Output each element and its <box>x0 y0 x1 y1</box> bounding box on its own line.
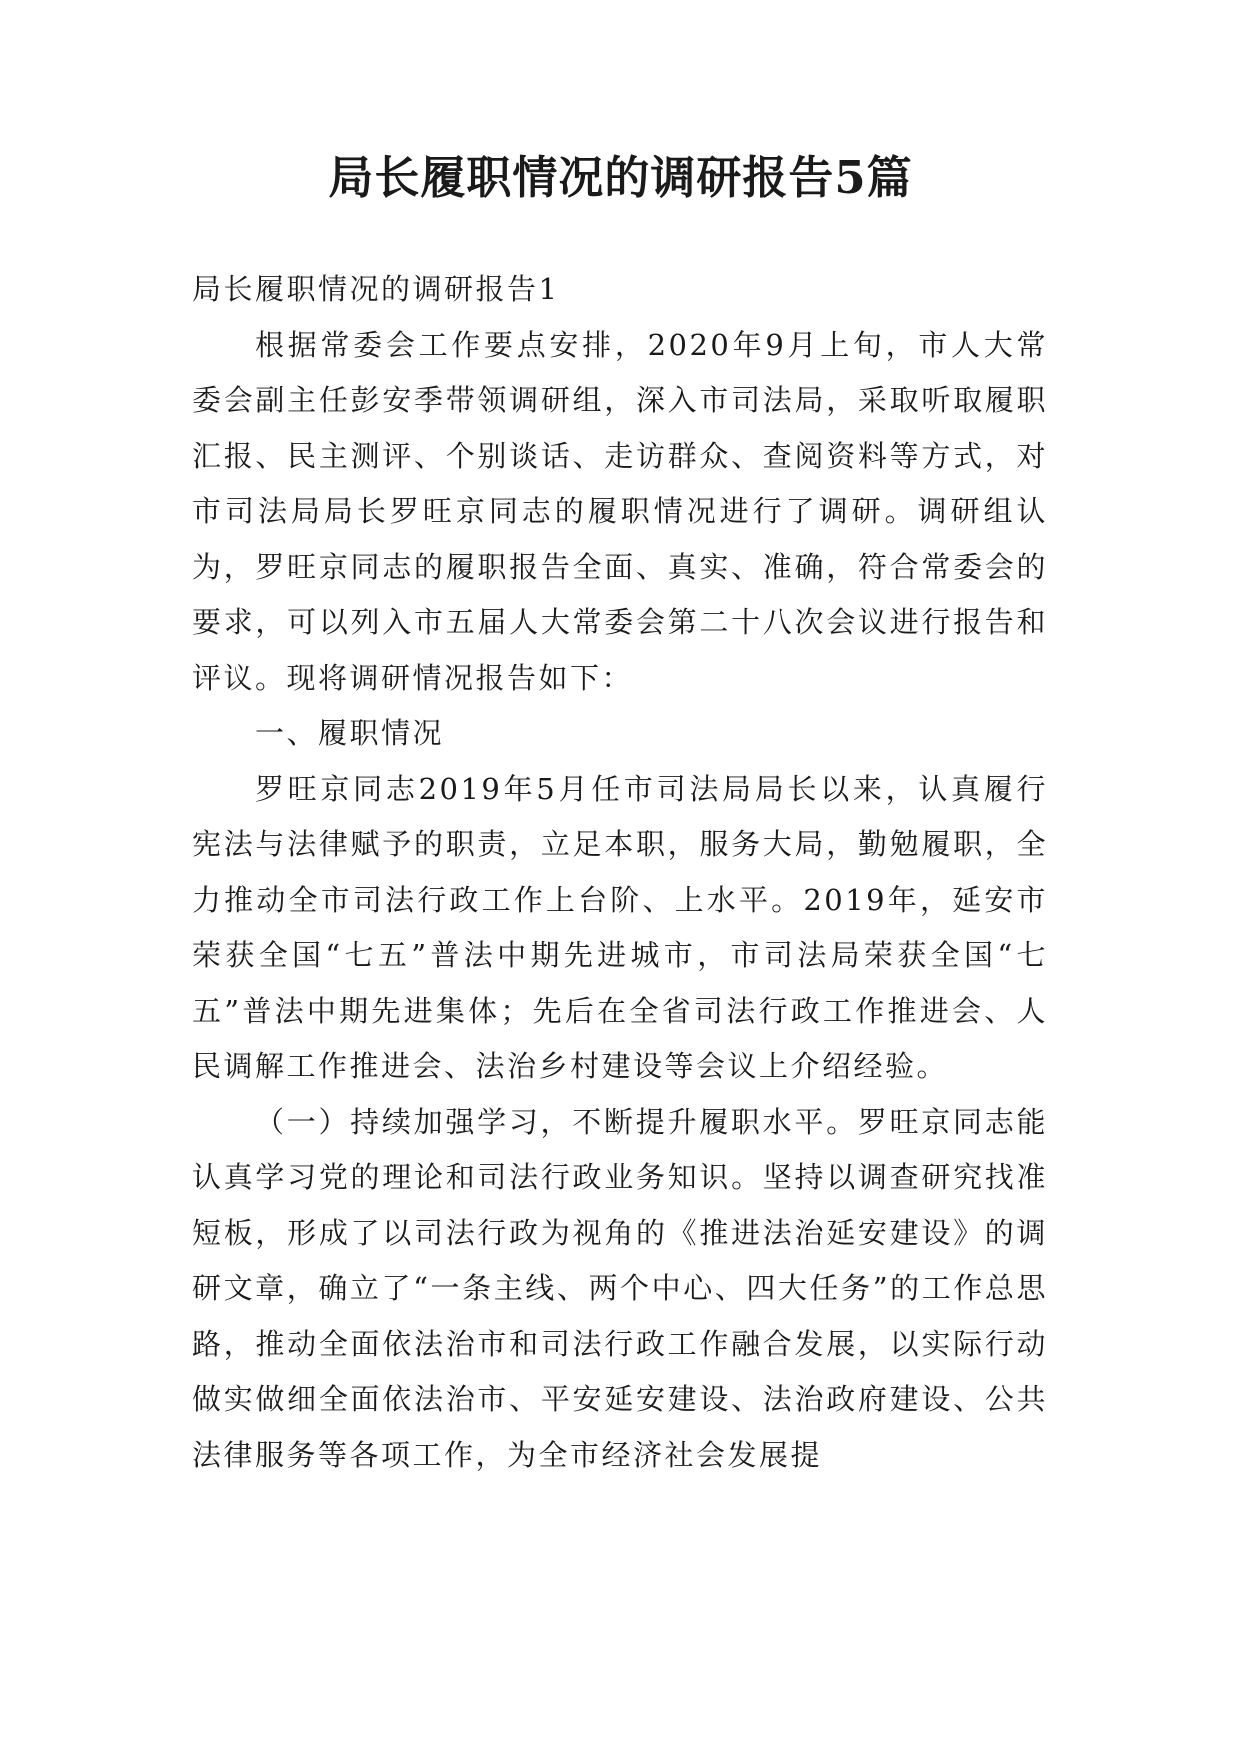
report-subtitle: 局长履职情况的调研报告1 <box>192 272 560 306</box>
document-body <box>192 262 1048 1483</box>
paragraph-study: （一）持续加强学习，不断提升履职水平。罗旺京同志能认真学习党的理论和司法行政业务知识。坚持以调查研究找准短板，形成了以司法行政为视角的《推进法治延安建设》的调研文章，确立了“一条主线、两个中心、四大任务”的工作总思路，推动全面依法治市和司法行政工作融合发展，以实际行动做实做细全面依法治市、平安延安建设、法治政府建设、公共法律服务等各项工作，为全市经济社会发展提 <box>192 1104 1048 1472</box>
paragraph-performance: 罗旺京同志2019年5月任市司法局局长以来，认真履行宪法与法律赋予的职责，立足本职，服务大局，勤勉履职，全力推动全市司法行政工作上台阶、上水平。2019年，延安市荣获全国“七五”普法中期先进城市，市司法局荣获全国“七五”普法中期先进集体；先后在全省司法行政工作推进会、人民调解工作推进会、法治乡村建设等会议上介绍经验。 <box>192 771 1048 1083</box>
document-title: 局长履职情况的调研报告5篇 <box>328 151 913 204</box>
paragraph-intro: 根据常委会工作要点安排，2020年9月上旬，市人大常委会副主任彭安季带领调研组，深入市司法局，采取听取履职汇报、民主测评、个别谈话、走访群众、查阅资料等方式，对市司法局局长罗旺京同志的履职情况进行了调研。调研组认为，罗旺京同志的履职报告全面、真实、准确，符合常委会的要求，可以列入市五届人大常委会第二十八次会议进行报告和评议。现将调研情况报告如下： <box>192 327 1048 695</box>
section-heading: 一、履职情况 <box>255 716 445 750</box>
